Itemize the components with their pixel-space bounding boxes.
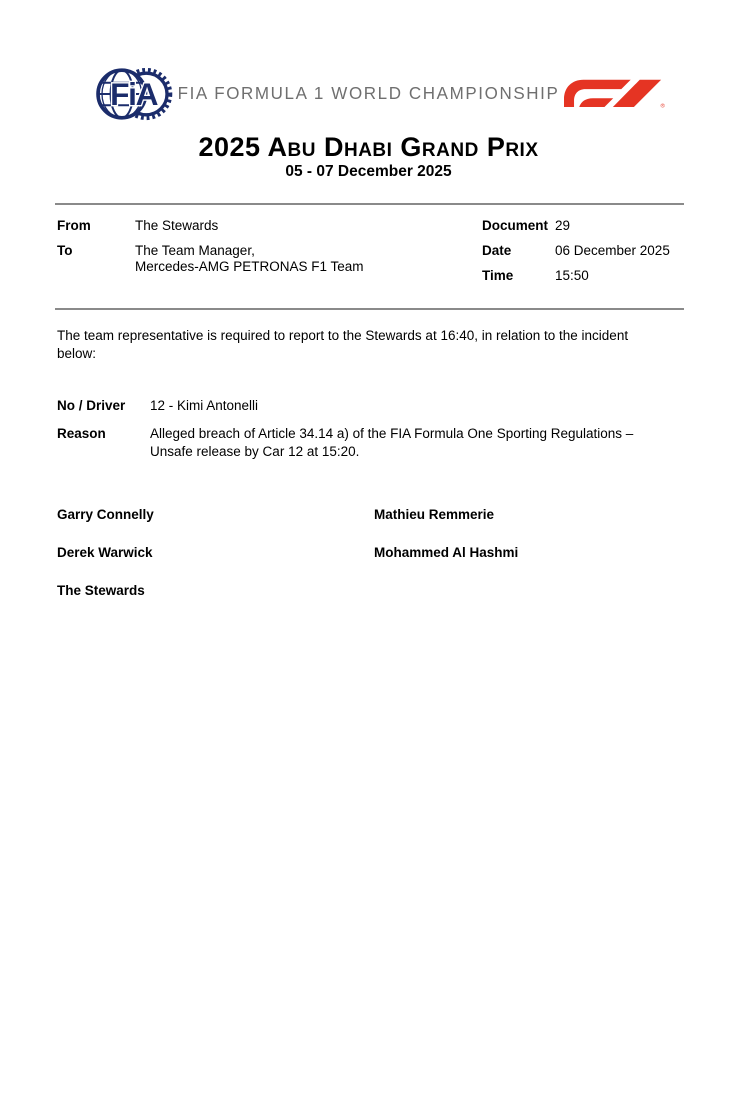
meta-row-date xyxy=(482,243,684,259)
to-label: To xyxy=(57,243,73,258)
to-value-line2: Mercedes-AMG PETRONAS F1 Team xyxy=(135,259,364,274)
incident-row-reason xyxy=(57,425,684,461)
signature-row-1 xyxy=(57,506,684,523)
fia-logo-text: FiA xyxy=(110,75,158,112)
from-value: The Stewards xyxy=(135,218,219,233)
summons-paragraph: The team representative is required to report to the Stewards at 16:40, in relation to the incident below: xyxy=(57,328,629,361)
from-label: From xyxy=(57,218,91,233)
signatures-block xyxy=(57,506,684,599)
no-driver-value: 12 - Kimi Antonelli xyxy=(150,398,259,413)
event-title: 2025 Abu Dhabi Grand Prix xyxy=(198,132,539,162)
steward-document-page xyxy=(0,60,737,1103)
signature-footer xyxy=(57,582,684,599)
document-content xyxy=(57,203,684,599)
championship-title: FIA FORMULA 1 WORLD CHAMPIONSHIP xyxy=(177,83,560,103)
steward-name: Mathieu Remmerie xyxy=(374,507,495,522)
to-value xyxy=(135,243,482,275)
meta-row-to xyxy=(57,243,482,275)
date-label: Date xyxy=(482,243,512,258)
meta-right-column xyxy=(482,218,684,293)
title-block xyxy=(0,132,737,181)
meta-left-column xyxy=(57,218,482,293)
meta-row-document xyxy=(482,218,684,234)
no-driver-label: No / Driver xyxy=(57,398,126,413)
reason-value: Alleged breach of Article 34.14 a) of the FIA Formula One Sporting Regulations – Unsafe release by Car 12 at 15:20. xyxy=(150,426,634,459)
document-header xyxy=(95,60,665,127)
signature-row-2 xyxy=(57,544,684,561)
reason-label: Reason xyxy=(57,426,106,441)
time-value: 15:50 xyxy=(555,268,589,283)
steward-name: Mohammed Al Hashmi xyxy=(374,545,519,560)
steward-name: Garry Connelly xyxy=(57,507,154,522)
incident-row-driver xyxy=(57,397,684,415)
time-label: Time xyxy=(482,268,514,283)
steward-name: Derek Warwick xyxy=(57,545,153,560)
signature-footer-text: The Stewards xyxy=(57,583,145,598)
divider-bottom xyxy=(55,308,684,310)
fia-logo-icon xyxy=(95,61,173,127)
document-label: Document xyxy=(482,218,549,233)
meta-block xyxy=(57,205,684,308)
date-value: 06 December 2025 xyxy=(555,243,670,258)
f1-logo-icon xyxy=(564,75,665,113)
event-dates: 05 - 07 December 2025 xyxy=(285,163,452,180)
document-value: 29 xyxy=(555,218,571,233)
meta-row-time xyxy=(482,268,684,284)
to-value-line1: The Team Manager, xyxy=(135,243,255,258)
meta-row-from xyxy=(57,218,482,234)
incident-block xyxy=(57,397,684,461)
f1-registered-mark: ® xyxy=(660,103,665,110)
